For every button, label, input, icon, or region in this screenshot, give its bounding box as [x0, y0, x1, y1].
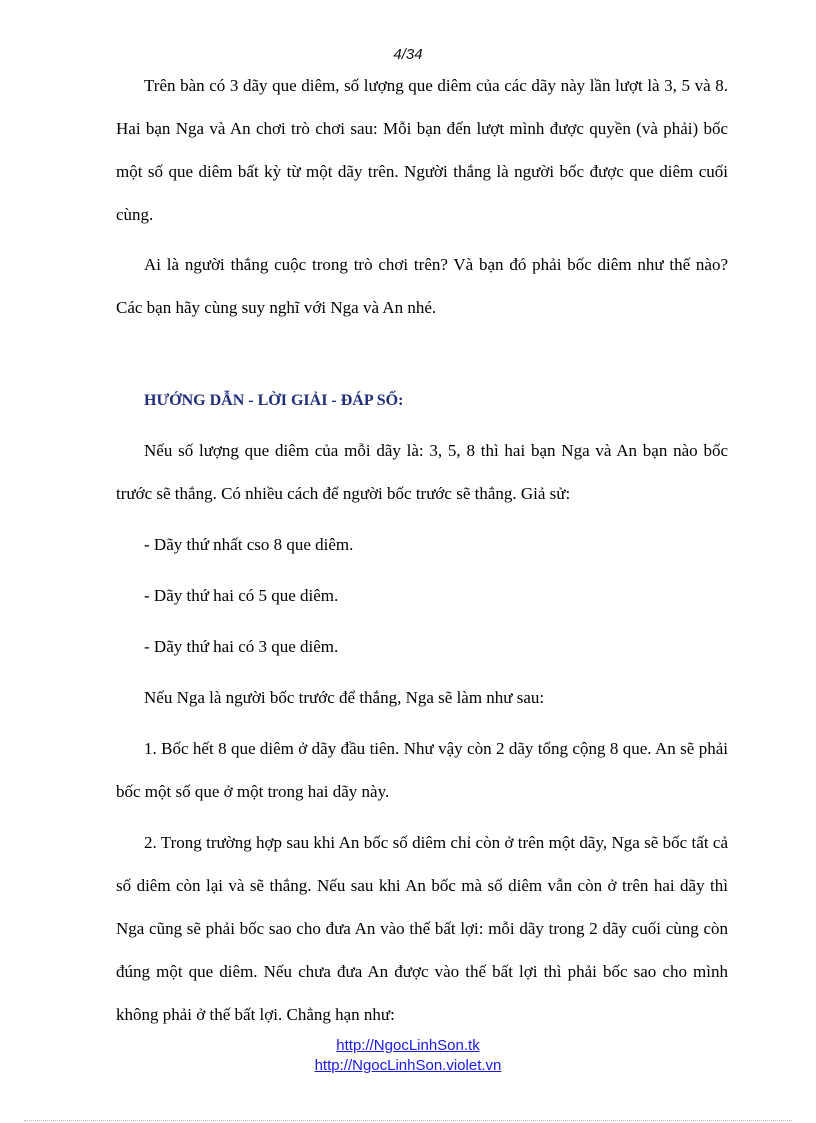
- step-2-paragraph: 2. Trong trường hợp sau khi An bốc số diêm chỉ còn ở trên một dãy, Nga sẽ bốc tất cả số diêm còn lại và sẽ thắng. Nếu sau khi An bốc mà số diêm vẫn còn ở trên hai dãy thì Nga cũng sẽ phải bốc sao cho đưa An vào thế bất lợi: mỗi dãy trong 2 dãy cuối cùng còn đúng một que diêm. Nếu chưa đưa An được vào thế bất lợi thì phải bốc sao cho mình không phải ở thế bất lợi. Chẳng hạn như:: [116, 833, 728, 1024]
- problem-paragraph-2: Ai là người thắng cuộc trong trò chơi trên? Và bạn đó phải bốc diêm như thế nào? Các bạn hãy cùng suy nghĩ với Nga và An nhé.: [116, 255, 728, 317]
- footer: [0, 1036, 816, 1076]
- footer-link-violet[interactable]: http://NgocLinhSon.violet.vn: [314, 1057, 502, 1074]
- section-heading: HƯỚNG DẪN - LỜI GIẢI - ĐÁP SỐ:: [144, 392, 404, 409]
- list-item: - Dãy thứ nhất cso 8 que diêm.: [144, 535, 354, 554]
- problem-paragraph-1: Trên bàn có 3 dãy que diêm, số lượng que diêm của các dãy này lần lượt là 3, 5 và 8. Hai bạn Nga và An chơi trò chơi sau: Mỗi bạn đến lượt mình được quyền (và phải) bốc một số que diêm bất kỳ từ một dãy trên. Người thắng là người bốc được que diêm cuối cùng.: [116, 76, 728, 224]
- page-bottom-divider: [24, 1120, 792, 1121]
- list-item: - Dãy thứ hai có 5 que diêm.: [144, 586, 339, 605]
- page-number: 4/34: [393, 46, 423, 63]
- solution-intro: Nếu số lượng que diêm của mỗi dãy là: 3, 5, 8 thì hai bạn Nga và An bạn nào bốc trước sẽ thắng. Có nhiều cách để người bốc trước sẽ thắng. Giả sử:: [116, 441, 728, 503]
- document-body: [116, 64, 728, 1036]
- footer-link-tk[interactable]: http://NgocLinhSon.tk: [336, 1037, 480, 1054]
- step-1-paragraph: 1. Bốc hết 8 que diêm ở dãy đầu tiên. Như vậy còn 2 dãy tổng cộng 8 que. An sẽ phải bốc một số que ở một trong hai dãy này.: [116, 739, 728, 801]
- solution-lead: Nếu Nga là người bốc trước để thắng, Nga sẽ làm như sau:: [144, 688, 545, 707]
- list-item: - Dãy thứ hai có 3 que diêm.: [144, 637, 339, 656]
